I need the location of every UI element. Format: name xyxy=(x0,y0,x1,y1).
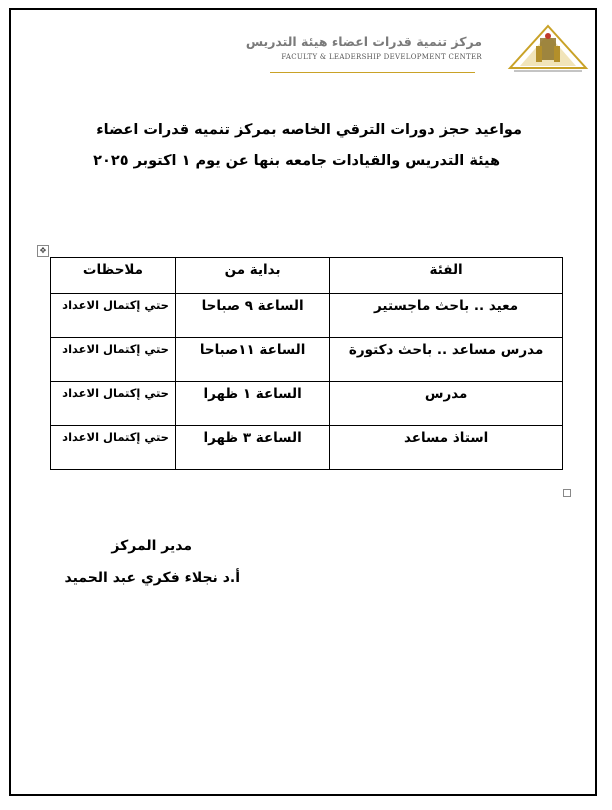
cell-notes: حتي إكتمال الاعداد xyxy=(51,382,176,426)
schedule-table xyxy=(50,257,563,470)
cell-start: الساعة ١ ظهرا xyxy=(175,382,329,426)
signature-name: أ.د نجلاء فكري عبد الحميد xyxy=(64,570,240,586)
table-move-handle-icon[interactable]: ✥ xyxy=(37,245,49,257)
table-row xyxy=(51,338,563,382)
university-logo-icon xyxy=(506,24,590,74)
cell-start: الساعة ١١صباحا xyxy=(175,338,329,382)
cell-category: مدرس مساعد .. باحث دكتورة xyxy=(330,338,563,382)
center-name-english: FACULTY & LEADERSHIP DEVELOPMENT CENTER xyxy=(281,53,482,61)
signature-role: مدير المركز xyxy=(111,538,192,554)
cell-notes: حتي إكتمال الاعداد xyxy=(51,338,176,382)
header-start: بداية من xyxy=(175,258,329,294)
table-header-row xyxy=(51,258,563,294)
table-resize-handle[interactable] xyxy=(563,489,571,497)
cell-start: الساعة ٩ صباحا xyxy=(175,294,329,338)
header-category: الفئة xyxy=(330,258,563,294)
cell-category: معيد .. باحث ماجستير xyxy=(330,294,563,338)
document-title-line-2: هيئة التدريس والقيادات جامعه بنها عن يوم ١ اكتوبر ٢٠٢٥ xyxy=(93,153,500,169)
cell-category: مدرس xyxy=(330,382,563,426)
header-divider xyxy=(270,72,475,73)
table-row xyxy=(51,426,563,470)
document-title-line-1: مواعيد حجز دورات الترقي الخاصه بمركز تنميه قدرات اعضاء xyxy=(96,122,522,138)
cell-notes: حتي إكتمال الاعداد xyxy=(51,426,176,470)
table-row xyxy=(51,294,563,338)
table-row xyxy=(51,382,563,426)
letterhead xyxy=(245,24,590,80)
header-notes: ملاحظات xyxy=(51,258,176,294)
cell-notes: حتي إكتمال الاعداد xyxy=(51,294,176,338)
cell-start: الساعة ٣ ظهرا xyxy=(175,426,329,470)
center-name-arabic: مركز تنمية قدرات اعضاء هيئة التدريس xyxy=(245,34,482,49)
cell-category: استاذ مساعد xyxy=(330,426,563,470)
